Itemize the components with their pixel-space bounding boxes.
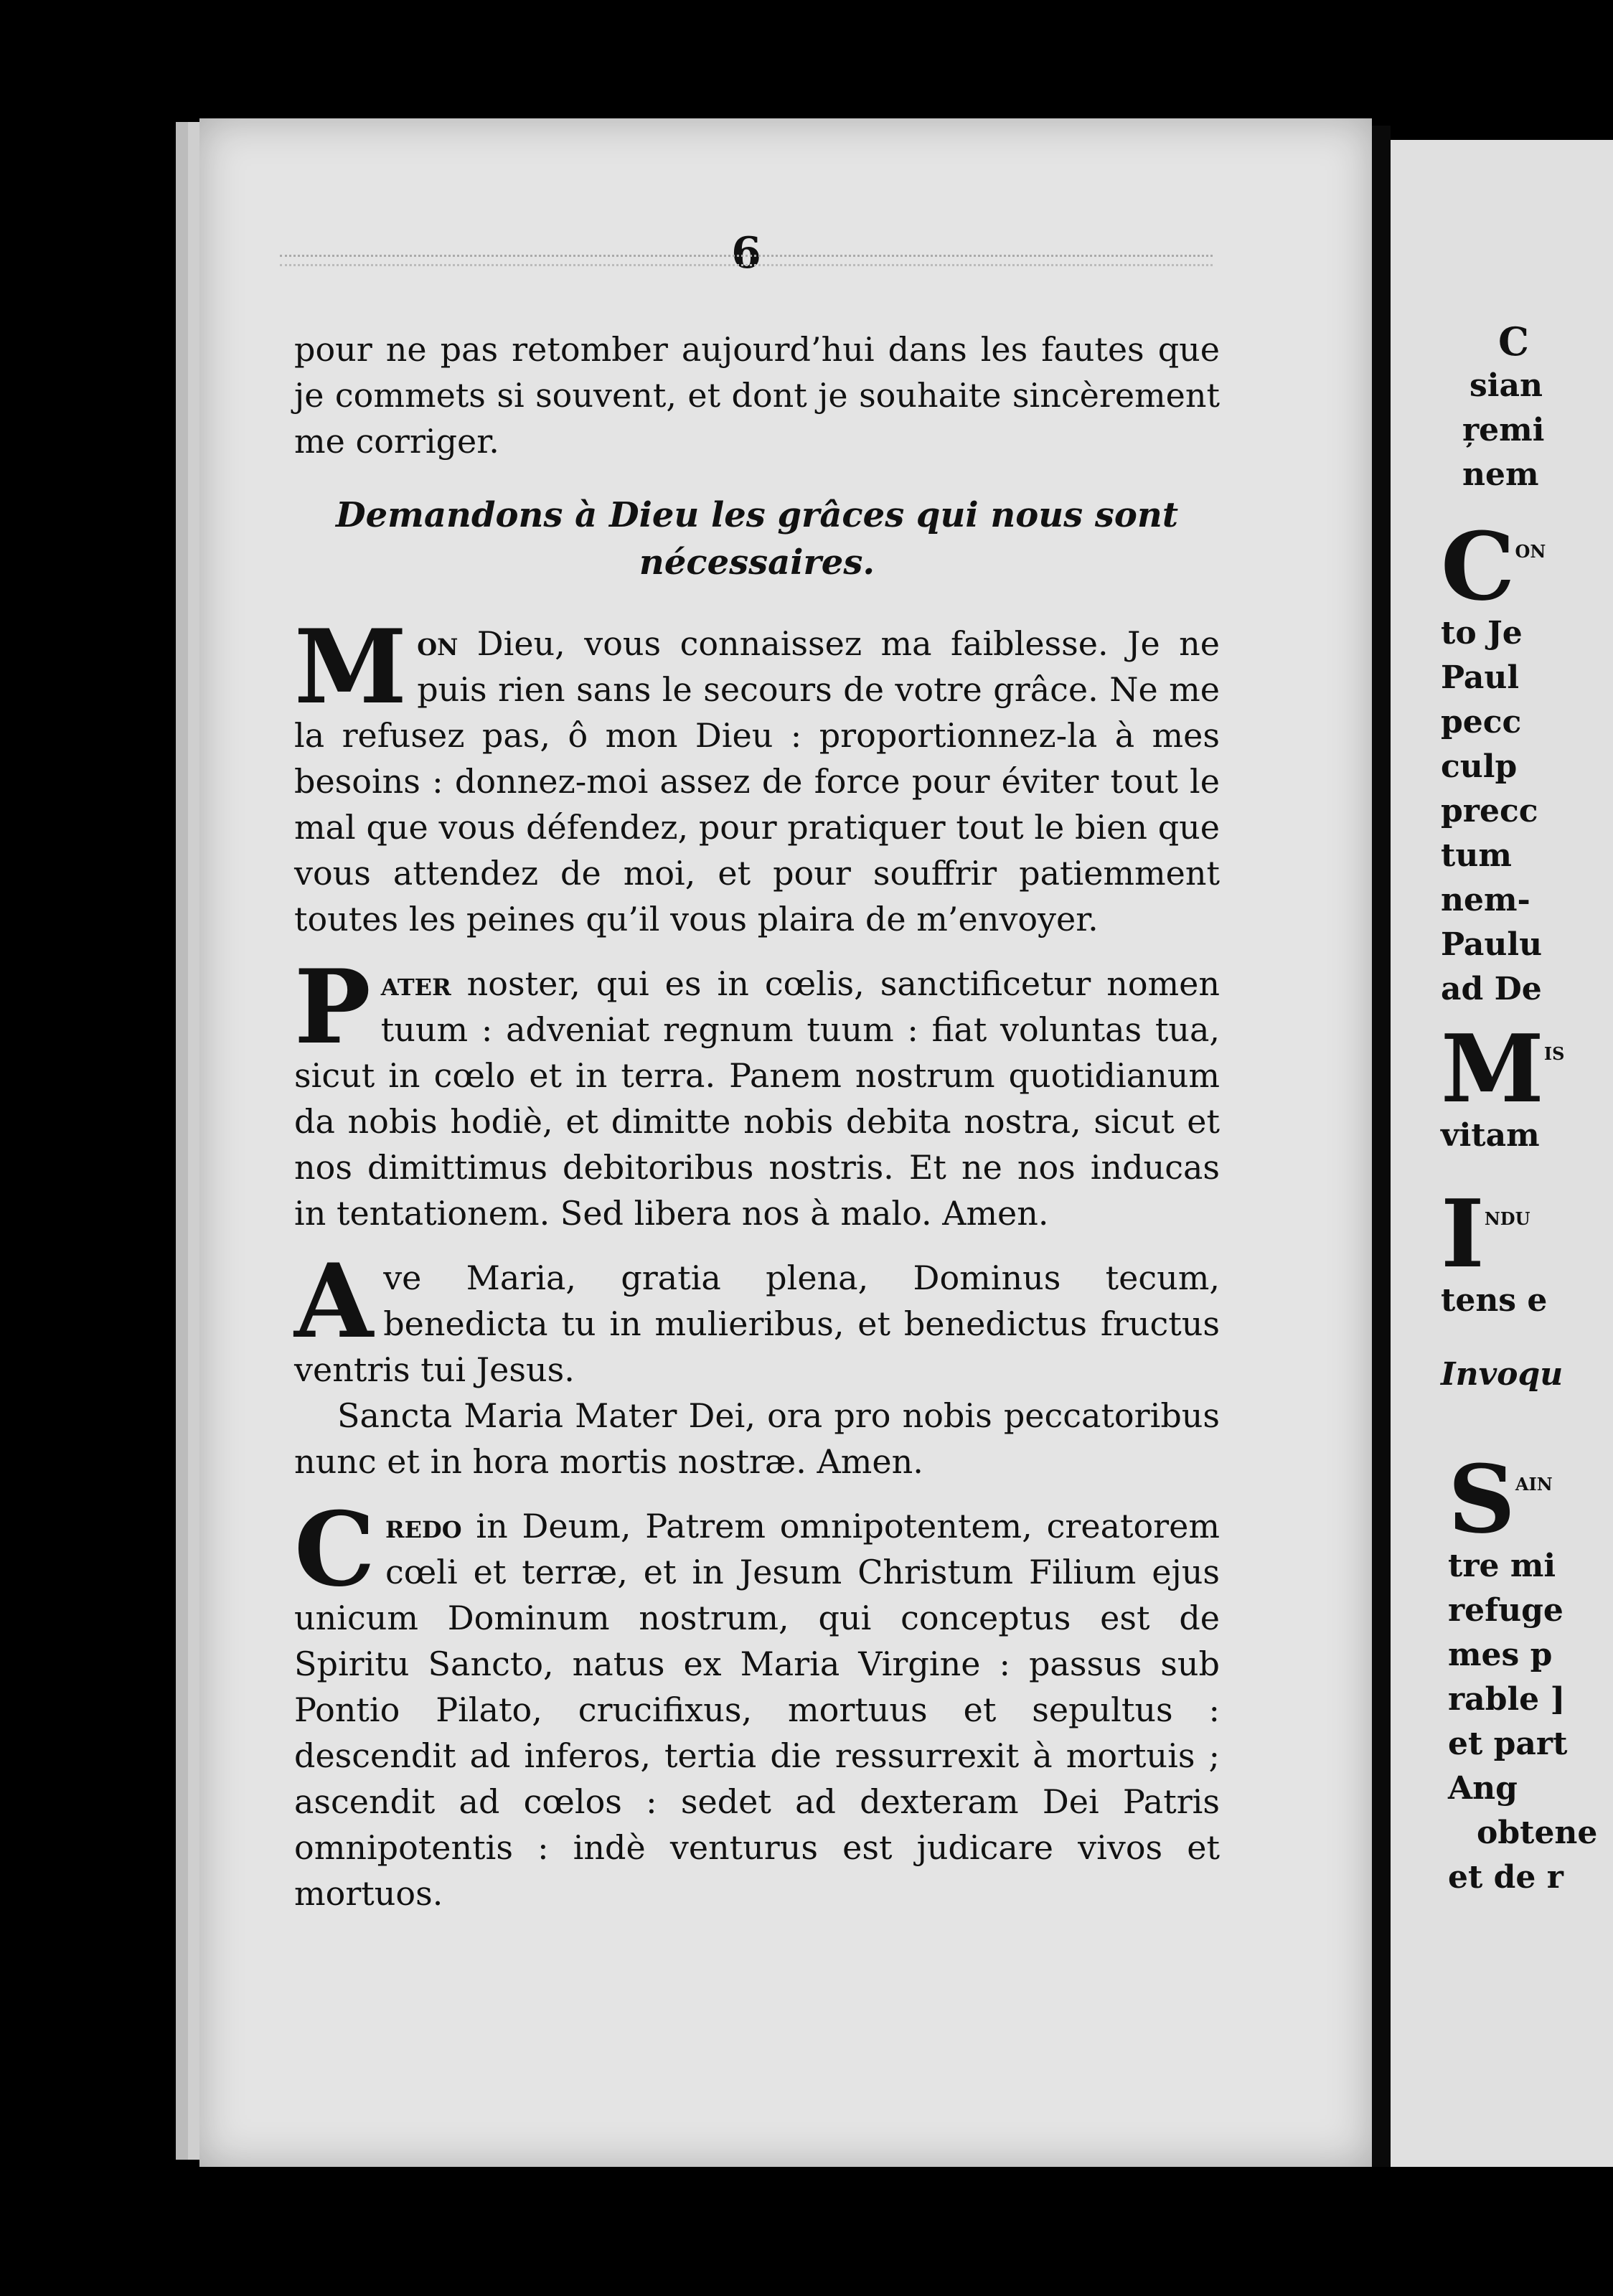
prayer-ave-maria	[294, 1242, 1220, 1393]
prayer-text: noster, qui es in cœlis, sanctificetur nomen tuum : adveniat regnum tuum : fiat voluntas tua, sicut in cœlo et in terra. Panem nostrum quotidianum da nobis hodiè, et dimitte nobis debita nostra, sicut et nos dimittimus debitoribus nostris. Et ne nos inducas in tentationem. Sed libera nos à malo. Amen.	[294, 964, 1220, 1233]
prayer-sancta-maria: Sancta Maria Mater Dei, ora pro nobis peccatoribus nunc et in hora mortis nostræ. Amen.	[294, 1396, 1220, 1481]
right-line: tre mi	[1448, 1548, 1556, 1584]
right-line	[1391, 512, 1613, 621]
right-line: nem-	[1441, 882, 1530, 918]
left-page-text	[294, 326, 1220, 1935]
right-line	[1391, 1179, 1613, 1289]
drop-cap: P	[294, 948, 371, 1067]
right-line: nem	[1462, 456, 1539, 493]
drop-cap: C	[1441, 512, 1515, 621]
drop-cap: I	[1441, 1179, 1485, 1289]
right-block-4	[1391, 1179, 1613, 1323]
prayer-text: ve Maria, gratia plena, Dominus tecum, benedicta tu in mulieribus, et benedictus fructus ventris tui Jesus.	[294, 1258, 1220, 1389]
right-line: to Je	[1441, 615, 1523, 651]
prayer-text: in Deum, Patrem omnipotentem, creatorem cœli et terræ, et in Jesum Christum Filium ejus unicum Dominum nostrum, qui conceptus est de Spiritu Sancto, natus ex Maria Virgine : passus sub Pontio Pilato, crucifixus, mortuus et sepultus : descendit ad inferos, tertia die ressurrexit à mortuis ; ascendit ad cœlos : sedet ad dexteram Dei Patris omnipotentis : indè venturus est judicare vivos et mortuos.	[294, 1507, 1220, 1913]
right-line: ŗemi	[1462, 412, 1545, 448]
right-line: rable ]	[1448, 1681, 1566, 1718]
right-block-3	[1391, 1014, 1613, 1158]
right-line: sian	[1469, 367, 1543, 404]
right-line: ad De	[1441, 971, 1542, 1007]
lead-word: on	[1515, 535, 1546, 564]
right-line: Paulu	[1441, 926, 1543, 963]
right-line: et de r	[1448, 1859, 1563, 1896]
right-line: obtene	[1477, 1815, 1598, 1851]
book-gutter	[1372, 126, 1391, 2167]
drop-cap: M	[1441, 1014, 1544, 1124]
right-block-1	[1391, 319, 1613, 497]
right-block-2	[1391, 512, 1613, 1012]
drop-cap: A	[294, 1242, 374, 1361]
right-line: pecc	[1441, 704, 1522, 740]
lead-word: ain	[1515, 1468, 1553, 1497]
drop-cap: M	[294, 608, 408, 727]
lead-word: on	[417, 624, 458, 663]
right-line: Paul	[1441, 659, 1520, 696]
right-line: Ang	[1448, 1770, 1518, 1807]
right-page	[1391, 140, 1613, 2167]
right-line: mes p	[1448, 1637, 1553, 1673]
right-line: vitam	[1441, 1117, 1540, 1154]
right-line: tens e	[1441, 1282, 1548, 1319]
prayer-credo	[294, 1490, 1220, 1916]
right-block-5	[1391, 1444, 1613, 1900]
right-line: precc	[1441, 793, 1538, 829]
drop-cap: S	[1448, 1444, 1515, 1554]
right-line: Invoqu	[1441, 1356, 1563, 1393]
lead-word: ater	[380, 964, 451, 1003]
lead-word: ndu	[1484, 1203, 1530, 1231]
right-line: tum	[1441, 837, 1512, 874]
prayer-pater-noster	[294, 948, 1220, 1236]
prayer-mon-dieu	[294, 608, 1220, 942]
drop-cap: C	[294, 1490, 376, 1609]
section-heading: Demandons à Dieu les grâces qui nous sont nécessaires.	[335, 495, 1178, 583]
right-line: refuge	[1448, 1592, 1563, 1629]
ornament-rule	[280, 255, 1213, 266]
lead-word: is	[1543, 1038, 1565, 1066]
right-line	[1391, 1014, 1613, 1124]
right-block-italic	[1391, 1352, 1613, 1397]
intro-paragraph: pour ne pas retomber aujourd’hui dans les fautes que je commets si souvent, et dont je souhaite sincèrement me corriger.	[294, 330, 1220, 461]
right-line	[1391, 1444, 1613, 1554]
page-number: 6	[731, 228, 761, 278]
right-line: culp	[1441, 748, 1518, 785]
right-line: C	[1498, 319, 1529, 364]
lead-word: redo	[385, 1507, 462, 1545]
right-line: et part	[1448, 1726, 1568, 1762]
prayer-text: Dieu, vous connaissez ma faiblesse. Je ne puis rien sans le secours de votre grâce. Ne me la refusez pas, ô mon Dieu : proportionnez-la à mes besoins : donnez-moi assez de force pour éviter tout le mal que vous défendez, pour pratiquer tout le bien que vous attendez de moi, et pour souffrir patiemment toutes les peines qu’il vous plaira de m’envoyer.	[294, 624, 1220, 938]
